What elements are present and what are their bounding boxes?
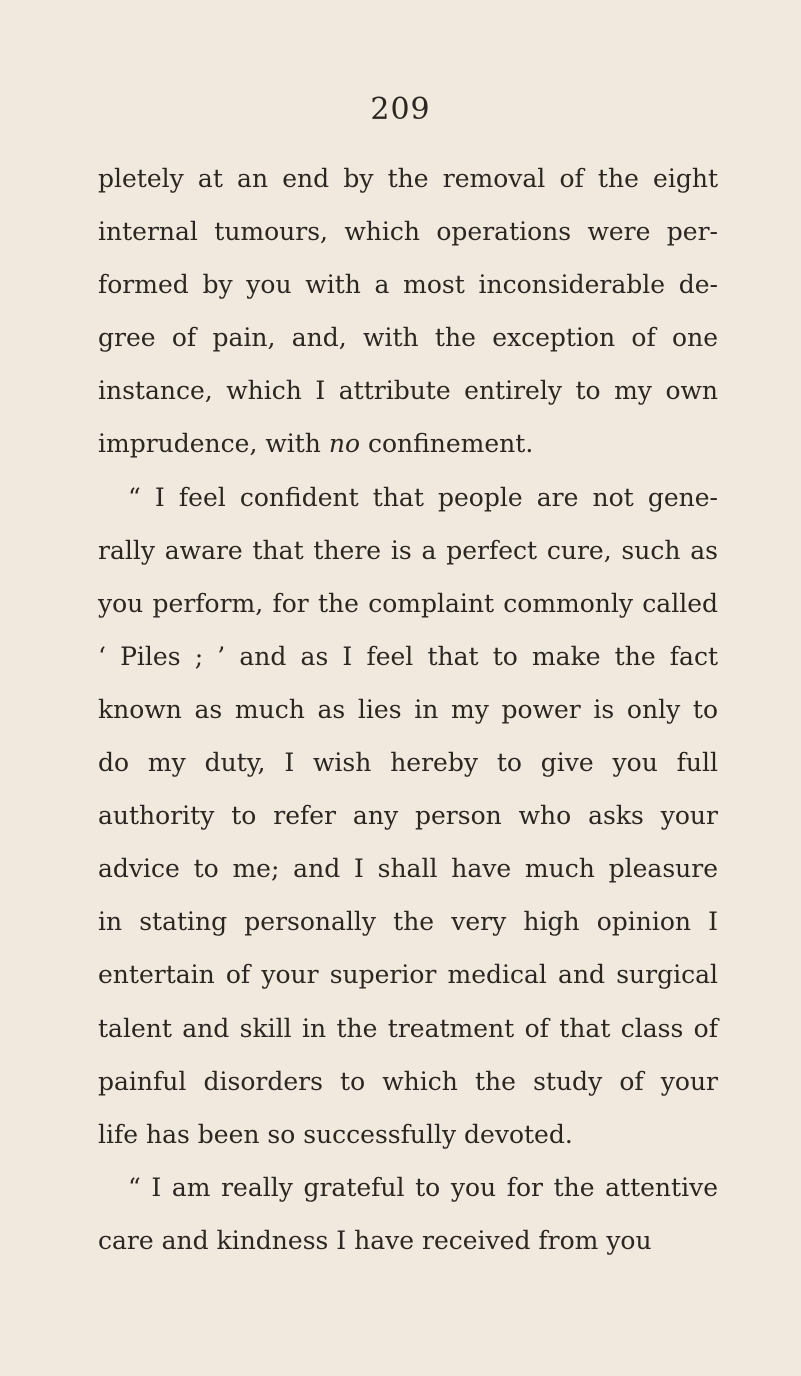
page-number: 209 [370,92,431,127]
text-line: do my duty, I wish hereby to give you full [98,748,718,778]
text-line: pletely at an end by the removal of the eight [98,164,718,193]
text-line: formed by you with a most inconsiderable de- [98,270,718,300]
text-line: rally aware that there is a perfect cure, such as [98,535,718,565]
text-line: gree of pain, and, with the exception of one [98,323,718,353]
italic-emphasis: no [328,429,360,459]
text-line: care and kindness I have received from you [98,1225,652,1255]
text-line: talent and skill in the treatment of that class of [98,1013,718,1043]
text-line: in stating personally the very high opinion I [98,907,718,937]
text-line: instance, which I attribute entirely to my own [98,376,718,406]
paragraph-start-line: “ I am really grateful to you for the attentive [128,1172,718,1202]
text-line [98,417,718,470]
text-line: advice to me; and I shall have much pleasure [98,854,718,884]
paragraph-start-line: “ I feel confident that people are not gene- [128,482,718,512]
text-line: entertain of your superior medical and surgical [98,960,718,990]
text-line: painful disorders to which the study of your [98,1066,718,1096]
text-line: you perform, for the complaint commonly called [98,588,718,618]
text-line: ‘ Piles ; ’ and as I feel that to make the fact [98,641,718,671]
text-line: authority to refer any person who asks your [98,801,718,831]
text-line: life has been so successfully devoted. [98,1119,573,1149]
text-line: internal tumours, which operations were per- [98,217,718,247]
text-run: confinement. [360,429,534,459]
text-run: imprudence, with [98,429,329,459]
text-line: known as much as lies in my power is only to [98,694,718,724]
body-text [98,152,718,1267]
